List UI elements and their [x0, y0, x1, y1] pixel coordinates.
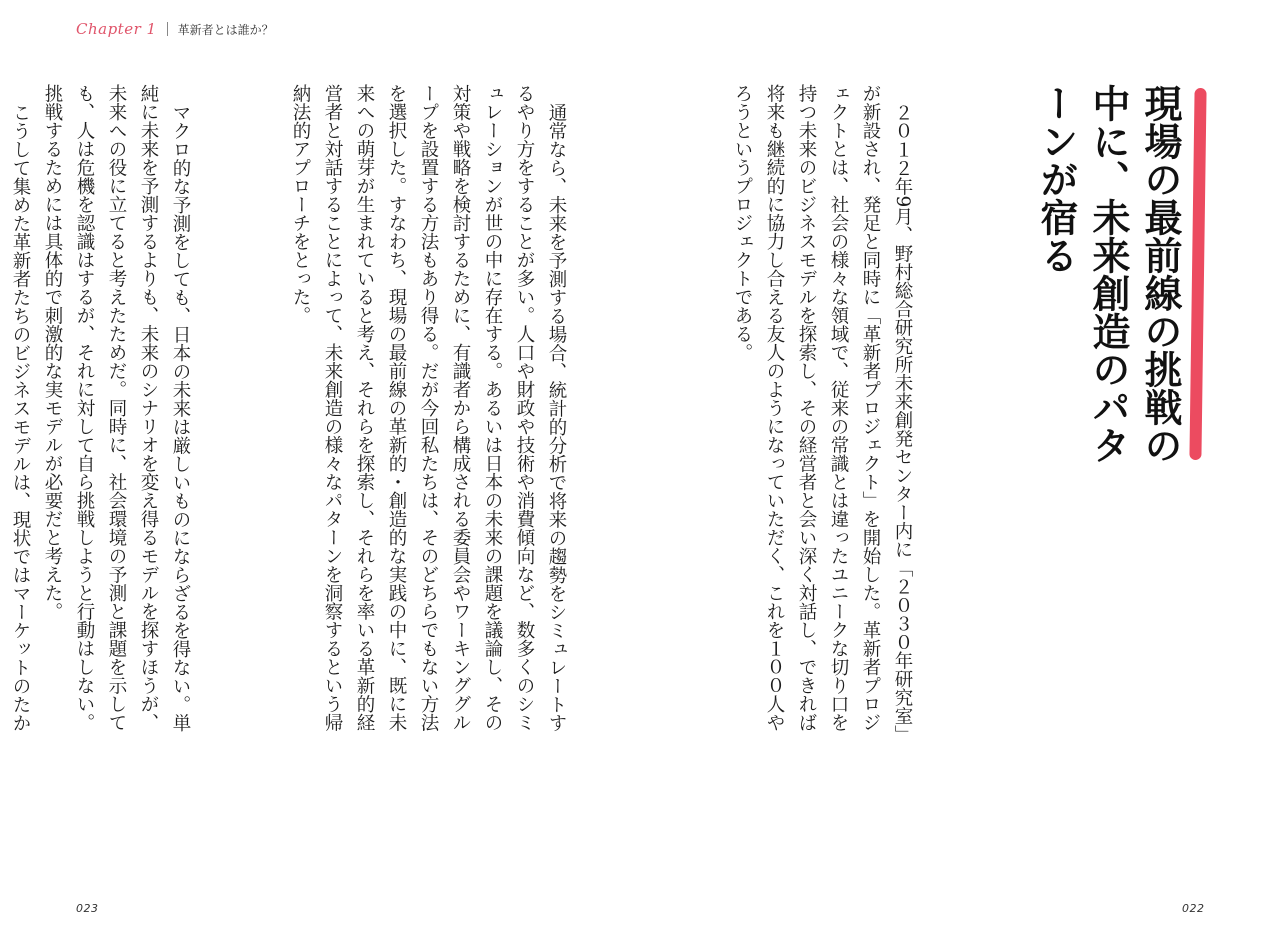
headline-highlight-bar	[1189, 88, 1206, 460]
chapter-label: Chapter 1	[76, 20, 157, 38]
body-column-middle	[292, 84, 572, 740]
chapter-subtitle: 革新者とは誰か？	[177, 22, 274, 37]
body-paragraph-4: こうして集めた革新者たちのビジネスモデルは、現状ではマーケットのたか	[10, 102, 31, 732]
running-header	[76, 18, 274, 40]
page-number-left: 023	[76, 902, 99, 915]
section-headline: 現場の最前線の挑戦の中に、未来創造のパターンが宿る	[1034, 84, 1182, 464]
page-number-right: 022	[1182, 902, 1205, 915]
headline-block	[1034, 84, 1204, 464]
body-column-right	[718, 84, 918, 740]
header-divider	[167, 22, 168, 36]
body-paragraph-1: ２０１２年9月、野村総合研究所未来創発センター内に「２０３０年研究室」が新設され、発足と同時に「革新者プロジェクト」を開始した。革新者プロジェクトとは、社会の様々な領域で、従来の常識とは違ったユニークな切り口を持つ未来のビジネスモデルを探索し、その経営者と会い深く対話し、できれば将来も継続的に協力し合える友人のようになっていただく、これを１００人やろうというプロジェクトである。	[732, 84, 913, 735]
body-paragraph-3: マクロ的な予測をしても、日本の未来は厳しいものにならざるを得ない。単純に未来を予測するよりも、未来のシナリオを変え得るモデルを探すほうが、未来への役に立てると考えたためだ。同時に、社会環境の予測と課題を示しても、人は危機を認識はするが、それに対して自ら挑戦しようと行動はしない。挑戦するためには具体的で刺激的な実モデルが必要だと考えた。	[42, 84, 191, 732]
body-column-left	[10, 84, 196, 740]
body-paragraph-2: 通常なら、未来を予測する場合、統計的分析で将来の趨勢をシミュレートするやり方をすることが多い。人口や財政や技術や消費傾向など、数多くのシミュレーションが世の中に存在する。あるいは日本の未来の課題を議論し、その対策や戦略を検討するために、有識者から構成される委員会やワーキンググループを設置する方法もあり得る。だが今回私たちは、そのどちらでもない方法を選択した。すなわち、現場の最前線の革新的・創造的な実践の中に、既に未来への萌芽が生まれていると考え、それらを探索し、それらを率いる革新的経営者と対話することによって、未来創造の様々なパターンを洞察するという帰納法的アプローチをとった。	[290, 84, 567, 732]
